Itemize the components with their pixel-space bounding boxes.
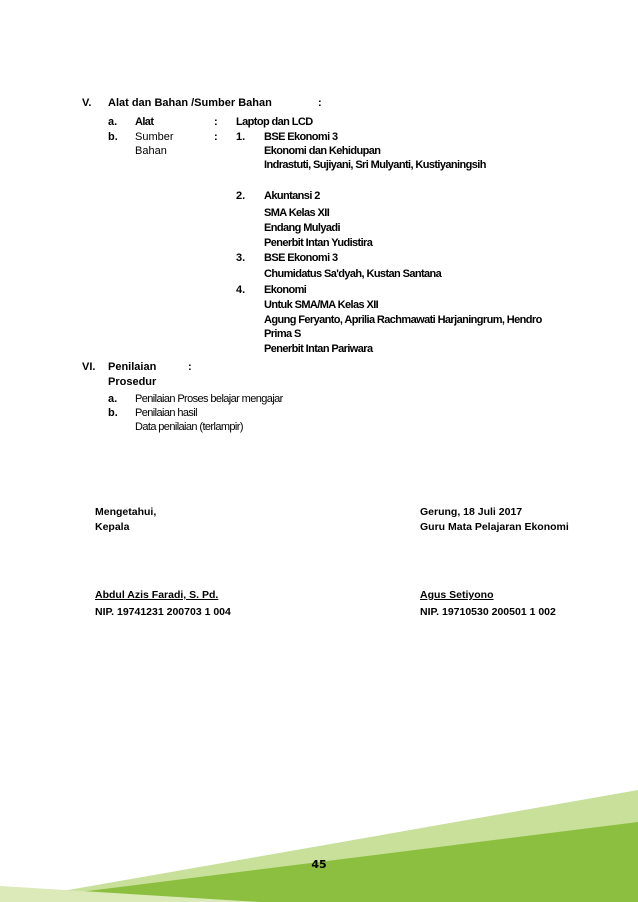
signature-left-line1: Mengetahui,: [95, 506, 157, 518]
item-b-letter: b.: [108, 131, 118, 143]
section-v-title: Alat dan Bahan /Sumber Bahan: [108, 97, 272, 109]
item-a-letter: a.: [108, 116, 118, 128]
source-2-line: Akuntansi 2: [264, 190, 320, 202]
source-1-line: BSE Ekonomi 3: [264, 131, 338, 143]
source-1-line: Ekonomi dan Kehidupan: [264, 145, 381, 157]
assessment-b-text: Penilaian hasil: [135, 407, 197, 419]
item-b-label-line1: Sumber: [135, 131, 174, 143]
assessment-a-letter: a.: [108, 393, 118, 405]
section-v-number: V.: [82, 97, 92, 109]
source-3-line: BSE Ekonomi 3: [264, 252, 338, 264]
signature-right-nip: NIP. 19710530 200501 1 002: [420, 606, 556, 618]
source-2-number: 2.: [236, 190, 246, 202]
source-4-line: Agung Feryanto, Aprilia Rachmawati Harjaningrum, Hendro: [264, 314, 542, 326]
item-b-colon: :: [214, 131, 218, 143]
item-a-value: Laptop dan LCD: [236, 116, 313, 128]
source-2-line: SMA Kelas XII: [264, 207, 330, 219]
signature-right-name: Agus Setiyono: [420, 589, 494, 601]
section-vi-title: Penilaian: [108, 361, 157, 373]
page-number: 45: [311, 858, 327, 871]
source-4-line: Penerbit Intan Pariwara: [264, 343, 373, 355]
section-vi-number: VI.: [82, 361, 96, 373]
source-2-line: Penerbit Intan Yudistira: [264, 237, 373, 249]
source-4-line: Untuk SMA/MA Kelas XII: [264, 299, 379, 311]
signature-right-line2: Guru Mata Pelajaran Ekonomi: [420, 521, 569, 533]
source-3-line: Chumidatus Sa'dyah, Kustan Santana: [264, 268, 442, 280]
item-a-label: Alat: [135, 116, 154, 128]
item-a-colon: :: [214, 116, 218, 128]
signature-left-line2: Kepala: [95, 521, 130, 533]
source-3-number: 3.: [236, 252, 246, 264]
footer-decoration: [0, 790, 638, 902]
source-2-line: Endang Mulyadi: [264, 222, 340, 234]
source-4-line: Ekonomi: [264, 284, 307, 296]
source-4-line: Prima S: [264, 328, 301, 340]
assessment-b-letter: b.: [108, 407, 118, 419]
assessment-note: Data penilaian (terlampir): [135, 421, 243, 433]
signature-left-nip: NIP. 19741231 200703 1 004: [95, 606, 231, 618]
signature-left-name: Abdul Azis Faradi, S. Pd.: [95, 589, 219, 601]
source-1-line: Indrastuti, Sujiyani, Sri Mulyanti, Kustiyaningsih: [264, 159, 486, 171]
section-vi-colon: :: [188, 361, 192, 373]
source-1-number: 1.: [236, 131, 246, 143]
assessment-a-text: Penilaian Proses belajar mengajar: [135, 393, 283, 405]
section-v-colon: :: [318, 97, 322, 109]
signature-right-line1: Gerung, 18 Juli 2017: [420, 506, 523, 518]
source-4-number: 4.: [236, 284, 246, 296]
item-b-label-line2: Bahan: [135, 145, 167, 157]
section-vi-subtitle: Prosedur: [108, 376, 157, 388]
